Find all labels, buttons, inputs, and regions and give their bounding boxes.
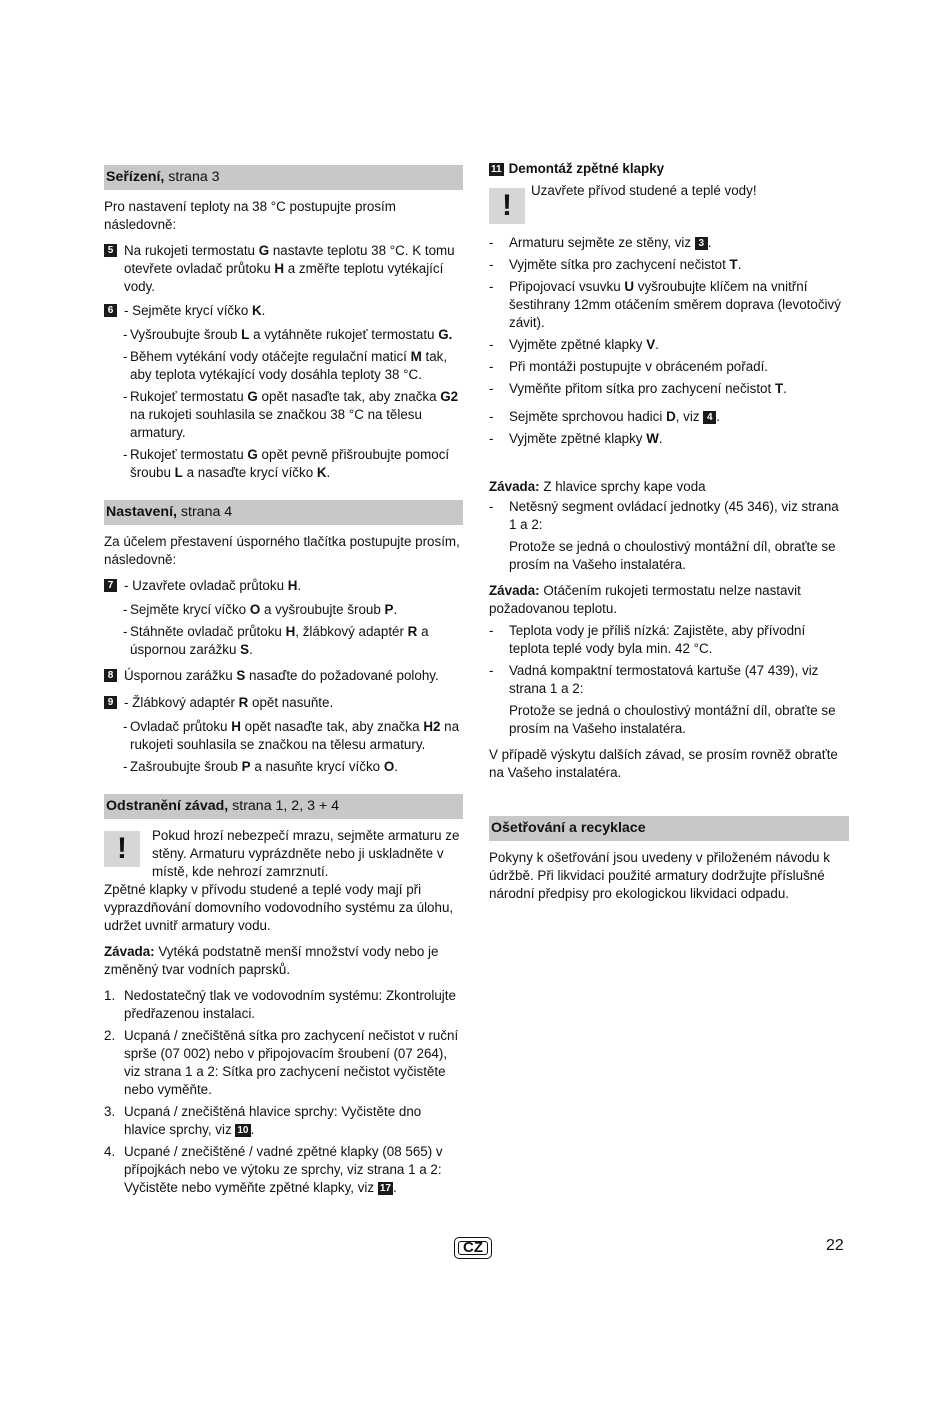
figure-ref: 3 [695,237,708,250]
list-item: 1. Nedostatečný tlak ve vodovodním systému: Zkontrolujte předřazenou instalaci. [104,988,456,1021]
list-item: - Připojovací vsuvku U vyšroubujte klíčem na vnitřní šestihrany 12mm otáčením směrem doprava (levotočivý závit). [489,279,841,330]
section-header-serizeni: Seřízení, strana 3 [104,165,463,190]
step-number-6: 6 [104,304,117,317]
list-item: - Armaturu sejměte ze stěny, viz 3 . [489,235,712,250]
list-item: - Netěsný segment ovládací jednotky (45 346), viz strana 1 a 2: [489,499,839,532]
page-number: 22 [826,1237,844,1254]
serizeni-intro: Pro nastavení teploty na 38 °C postupujte prosím následovně: [104,199,396,232]
fault-temperature: Závada: Otáčením rukojeti termostatu nelze nastavit požadovanou teplotu. [489,583,801,616]
step-6-sub-3: - Rukojeť termostatu G opět nasaďte tak, aby značka G2 na rukojeti souhlasila se značkou 38 °C na tělesu armatury. [123,389,459,440]
step-5: 5 Na rukojeti termostatu G nastavte teplotu 38 °C. K tomu otevřete ovladač průtoku H a změřte teplotu vytékající vody. [104,242,463,296]
step-6: 6 - Sejměte krycí víčko K. [104,302,463,320]
other-faults-note: V případě výskytu dalších závad, se prosím rovněž obraťte na Vašeho instalatéra. [489,747,838,780]
step-number-5: 5 [104,244,117,257]
frost-warning-continued: Zpětné klapky v přívodu studené a teplé vody mají při vyprazdňování domovního vodovodního systému za úlohu, udržet uvnitř armatury vodu. [104,882,454,933]
warning-icon: ! [104,831,140,867]
step-number-11: 11 [491,164,502,175]
section-header-odstraneni: Odstranění závad, strana 1, 2, 3 + 4 [104,794,463,819]
list-item: 4. Ucpané / znečištěné / vadné zpětné klapky (08 565) v přípojkách nebo ve výtoku ze sprchy, viz strana 1 a 2: Vyčistěte nebo vyměňte zpětné klapky, viz 17 . [104,1144,443,1195]
right-column [489,160,849,911]
step-7-sub-2: - Stáhněte ovladač průtoku H, žlábkový adaptér R a úspornou zarážku S. [123,624,429,657]
step-7-sub-1: - Sejměte krycí víčko O a vyšroubujte šroub P. [123,602,398,617]
list-item: 2. Ucpaná / znečištěná sítka pro zachycení nečistot v ruční sprše (07 002) nebo v připojovacím šroubení (07 264), viz strana 1 a 2: Sítka pro zachycení nečistot vyčistěte nebo vyměňte. [104,1028,459,1097]
figure-ref: 17 [379,1183,391,1194]
step-6-sub-1: - Vyšroubujte šroub L a vytáhněte rukojeť termostatu G. [123,327,453,342]
step-number-8: 8 [104,669,117,682]
section-title-demontaz: 11 Demontáž zpětné klapky [491,161,665,176]
fault-dripping: Závada: Z hlavice sprchy kape voda [489,479,706,494]
nastaveni-intro: Za účelem přestavení úsporného tlačítka postupujte prosím, následovně: [104,534,460,567]
fault-low-flow: Závada: Vytéká podstatně menší množství vody nebo je změněný tvar vodních paprsků. [104,944,439,977]
step-8: 8 Úspornou zarážku S nasaďte do požadované polohy. [104,667,463,685]
step-7: 7 - Uzavřete ovladač průtoku H. [104,577,463,595]
figure-ref: 4 [703,411,716,424]
section-header-osetrovani: Ošetřování a recyklace [489,816,849,841]
step-9-sub-2: - Zašroubujte šroub P a nasuňte krycí víčko O. [123,759,398,774]
step-number-7: 7 [104,579,117,592]
list-item: - Vadná kompaktní termostatová kartuše (47 439), viz strana 1 a 2: [489,663,819,696]
list-item: - Teplota vody je příliš nízká: Zajistěte, aby přívodní teplota teplé vody byla min. 42 °C. [489,623,806,656]
step-number-9: 9 [104,696,117,709]
water-warning: ! Uzavřete přívod studené a teplé vody! [489,182,849,224]
step-6-sub-2: - Během vytékání vody otáčejte regulační maticí M tak, aby teplota vytékající vody dosáhla teploty 38 °C. [123,349,448,382]
frost-warning: ! Pokud hrozí nebezpečí mrazu, sejměte armaturu ze stěny. Armaturu vyprázdněte nebo ji uskladněte v místě, kde nehrozí zamrznutí. [104,827,463,881]
list-item: - Vyměňte přitom sítka pro zachycení nečistot T. [489,381,787,396]
warning-icon: ! [489,188,525,224]
list-item: - Sejměte sprchovou hadici D, viz 4 . [489,409,720,424]
figure-ref: 10 [237,1125,249,1136]
step-6-sub-4: - Rukojeť termostatu G opět pevně přišroubujte pomocí šroubu L a nasaďte krycí víčko K. [123,447,450,480]
list-item: - Vyjměte zpětné klapky W. [489,431,663,446]
step-9-sub-1: - Ovladač průtoku H opět nasaďte tak, aby značka H2 na rukojeti souhlasila se značkou na tělesu armatury. [123,719,460,752]
list-item: - Při montáži postupujte v obráceném pořadí. [489,359,769,374]
section-header-nastaveni: Nastavení, strana 4 [104,500,463,525]
list-item: - Vyjměte zpětné klapky V. [489,337,659,352]
left-column [104,165,463,1201]
language-badge: CZ [454,1237,492,1259]
list-item: 3. Ucpaná / znečištěná hlavice sprchy: Vyčistěte dno hlavice sprchy, viz 10 . [104,1104,422,1137]
installer-note: Protože se jedná o choulostivý montážní díl, obraťte se prosím na Vašeho instalatéra. [509,703,836,736]
list-item: - Vyjměte sítka pro zachycení nečistot T. [489,257,742,272]
osetrovani-text: Pokyny k ošetřování jsou uvedeny v přiloženém návodu k údržbě. Při likvidaci použité armatury dodržujte příslušné národní předpisy pro ekologickou likvidaci odpadu. [489,850,830,901]
installer-note: Protože se jedná o choulostivý montážní díl, obraťte se prosím na Vašeho instalatéra. [509,539,836,572]
step-9: 9 - Žlábkový adaptér R opět nasuňte. [104,694,463,712]
